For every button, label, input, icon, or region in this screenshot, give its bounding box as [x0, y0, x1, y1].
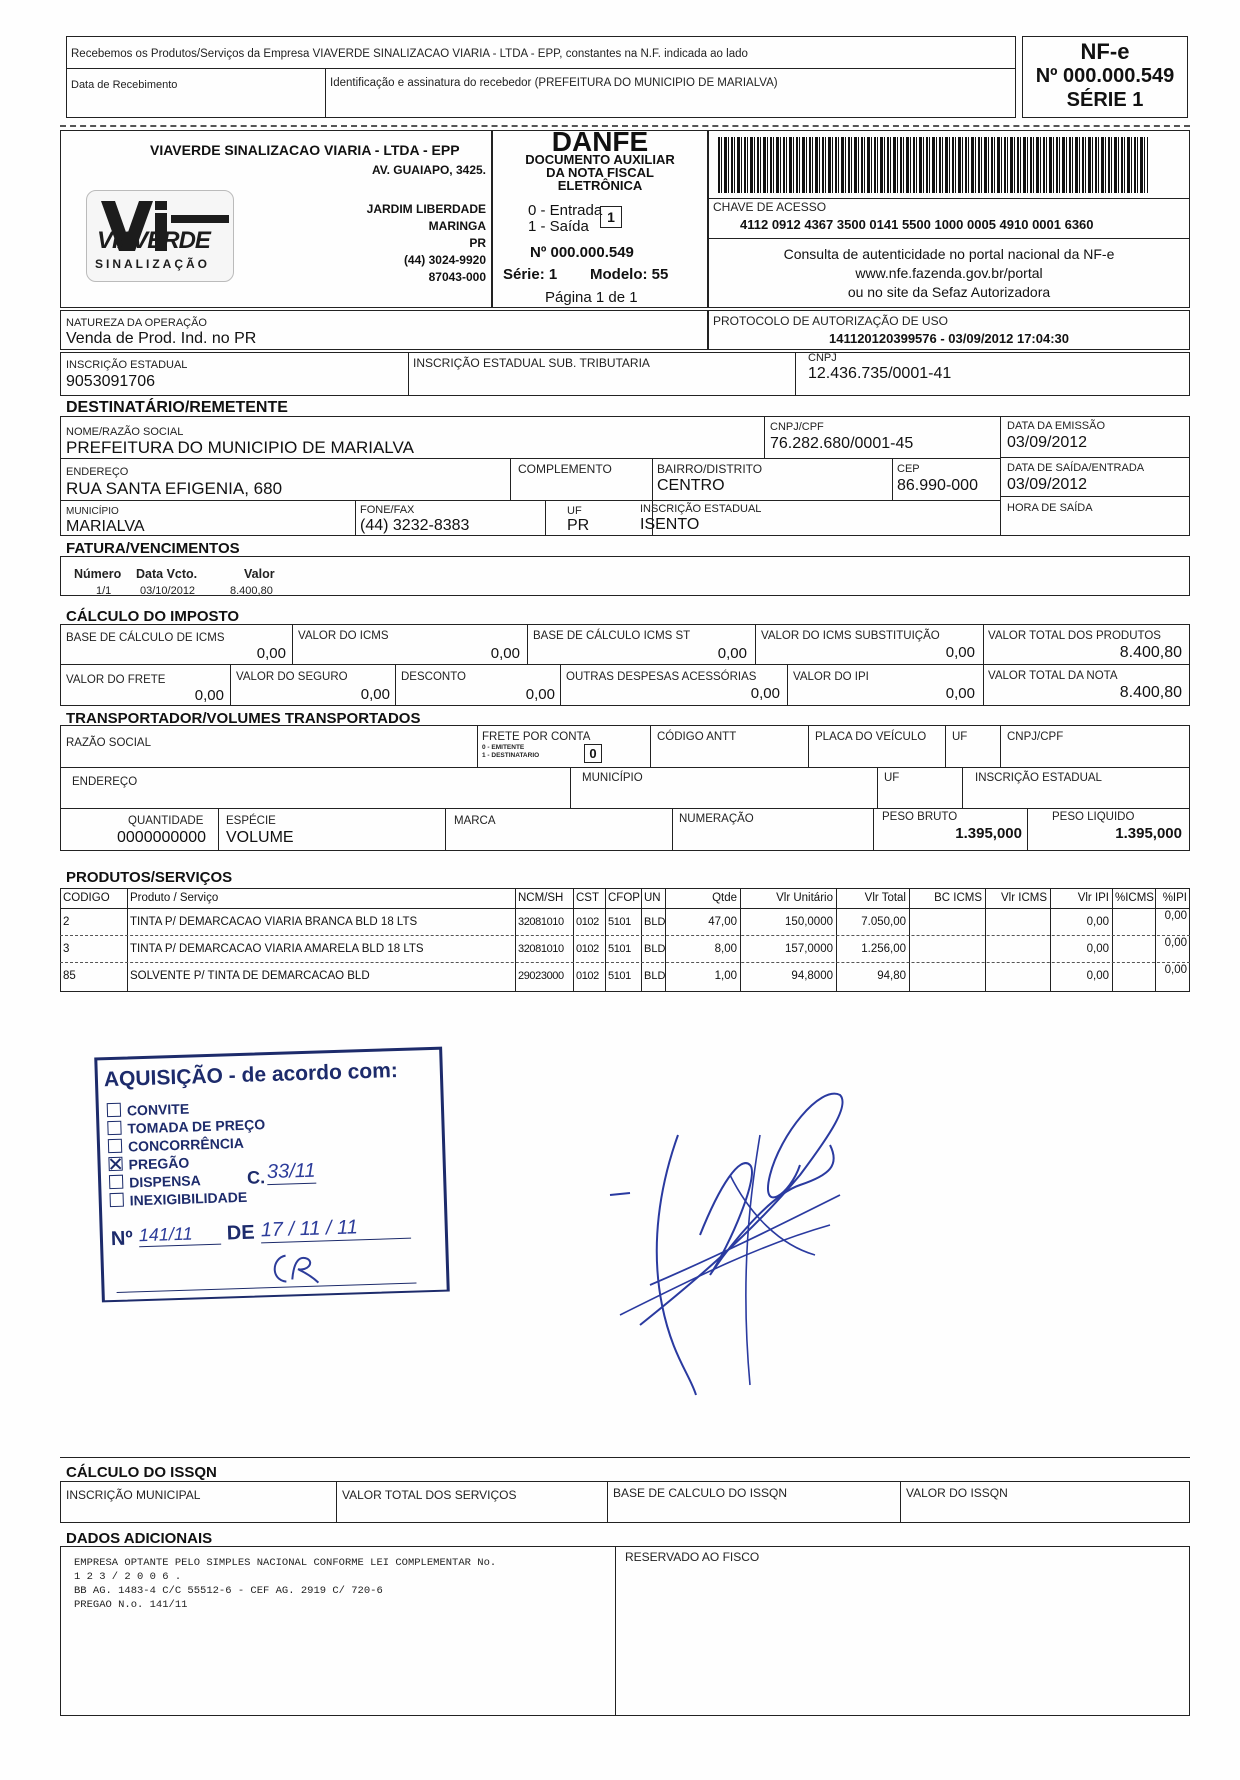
invoice-section: FATURA/VENCIMENTOS [66, 540, 240, 557]
stamp-option-label: TOMADA DE PREÇO [127, 1116, 266, 1137]
recipient-section: DESTINATÁRIO/REMETENTE [66, 399, 288, 416]
products-header-cell: CST [576, 892, 599, 904]
recipient-ie-label: INSCRIÇÃO ESTADUAL [640, 503, 762, 515]
cnpj-value: 12.436.735/0001-41 [808, 365, 952, 382]
products-cell-desc: TINTA P/ DEMARCACAO VIARIA AMARELA BLD 18 LTS [130, 943, 424, 955]
products-cell-total: 1.256,00 [861, 943, 906, 955]
issqn-base-label: BASE DE CALCULO DO ISSQN [613, 1486, 788, 1500]
ie-label: INSCRIÇÃO ESTADUAL [66, 359, 188, 371]
invoice-h-number: Número [74, 567, 122, 581]
stamp-c-label: C. [246, 1167, 266, 1188]
products-col-divider [127, 888, 128, 992]
recipient-uf: PR [567, 517, 590, 534]
access-divider-1 [708, 198, 1190, 199]
stamp-option-label: CONVITE [126, 1100, 190, 1119]
stamp-option-label: DISPENSA [128, 1172, 201, 1191]
products-cell-cfop: 5101 [608, 970, 631, 982]
stamp-c-value: 33/11 [266, 1159, 316, 1184]
products-col-divider [1155, 888, 1156, 992]
additional-line-3: BB AG. 1483-4 C/C 55512-6 - CEF AG. 2919 C/ 720-6 [74, 1585, 383, 1597]
products-header-cell: Vlr IPI [1077, 892, 1109, 904]
tax-st: 0,00 [945, 644, 975, 661]
tax-total-label: VALOR TOTAL DA NOTA [988, 670, 1118, 682]
emitter-phone: (44) 3024-9920 [403, 253, 486, 267]
recipient-hline-3 [1000, 457, 1190, 458]
issqn-v2 [607, 1481, 608, 1523]
transport-cnpj-label: CNPJ/CPF [1007, 731, 1064, 743]
stamp-option-label: PREGÃO [128, 1154, 190, 1173]
transport-species-label: ESPÉCIE [226, 815, 276, 827]
tax-st-base-label: BASE DE CÁLCULO ICMS ST [533, 630, 691, 642]
transport-freight-value: 0 [584, 744, 602, 763]
transport-v11 [672, 808, 673, 851]
products-header-cell: BC ICMS [934, 892, 982, 904]
checkbox-icon [109, 1175, 123, 1189]
checkbox-icon [108, 1139, 122, 1153]
barcode [718, 137, 1148, 193]
danfe-exit: 1 - Saída [528, 218, 589, 235]
transport-v12 [873, 808, 874, 851]
checkbox-icon [107, 1103, 121, 1117]
tax-st-base: 0,00 [717, 645, 747, 662]
danfe-number: Nº 000.000.549 [530, 244, 634, 261]
stamp-option-label: CONCORRÊNCIA [127, 1134, 245, 1155]
transport-qty-label: QUANTIDADE [128, 815, 204, 827]
tax-total: 8.400,80 [1119, 684, 1182, 701]
transport-v6 [570, 767, 571, 808]
transport-brand-label: MARCA [454, 815, 496, 827]
products-header-cell: CFOP [608, 892, 640, 904]
nfe-title: NF-e [1080, 39, 1130, 64]
products-cell-code: 2 [63, 916, 70, 928]
emitter-address: AV. GUAIAPO, 3425. [371, 163, 486, 177]
recipient-district: CENTRO [657, 477, 725, 494]
products-header-cell: %IPI [1162, 892, 1187, 904]
access-consult-3: ou no site da Sefaz Autorizadora [847, 284, 1051, 300]
transport-v9 [218, 808, 219, 851]
recipient-hline-4 [1000, 496, 1190, 497]
products-cell-total: 94,80 [877, 970, 906, 982]
tax-v4 [983, 624, 984, 706]
danfe-subtitle-2: DA NOTA FISCAL [546, 165, 654, 180]
transport-v8 [962, 767, 963, 808]
recipient-vline-right [1000, 416, 1001, 536]
fisco-label: RESERVADO AO FISCO [625, 1550, 760, 1564]
tax-v2 [527, 624, 528, 664]
products-header-rule [60, 908, 1190, 909]
protocol-value: 141120120399576 - 03/09/2012 17:04:30 [829, 331, 1069, 346]
recipient-district-label: BAIRRO/DISTRITO [657, 462, 763, 476]
products-header-cell: UN [644, 892, 661, 904]
products-col-divider [836, 888, 837, 992]
checkbox-icon [107, 1121, 121, 1135]
transport-section: TRANSPORTADOR/VOLUMES TRANSPORTADOS [66, 710, 421, 727]
danfe-entry: 0 - Entrada [528, 202, 603, 219]
products-cell-code: 3 [63, 943, 70, 955]
tax-v6 [395, 664, 396, 706]
access-key: 4112 0912 4367 3500 0141 5500 1000 0005 4910 0001 6360 [740, 217, 1094, 232]
access-key-label: CHAVE DE ACESSO [713, 200, 827, 214]
issqn-section: CÁLCULO DO ISSQN [66, 1464, 217, 1481]
products-cell-unit: 150,0000 [785, 916, 833, 928]
products-header-cell: NCM/SH [518, 892, 564, 904]
tax-discount-label: DESCONTO [401, 671, 466, 683]
issqn-im-label: INSCRIÇÃO MUNICIPAL [66, 1488, 201, 1502]
tax-v3 [755, 624, 756, 664]
recipient-cep-label: CEP [897, 463, 920, 475]
products-cell-un: BLD [644, 943, 666, 955]
cnpj-label: CNPJ [808, 352, 837, 364]
products-cell-ipi: 0,00 [1086, 943, 1109, 955]
issqn-top-rule [60, 1457, 1190, 1458]
products-cell-ncm: 32081010 [518, 916, 564, 928]
receipt-ident-label: Identificação e assinatura do recebedor (PREFEITURA DO MUNICIPIO DE MARIALVA) [330, 77, 778, 89]
emitter-name: VIAVERDE SINALIZACAO VIARIA - LTDA - EPP [150, 142, 460, 158]
additional-line-2: 1 2 3 / 2 0 0 6 . [74, 1571, 182, 1583]
stamp-de-label: DE [226, 1221, 255, 1245]
products-col-divider [909, 888, 910, 992]
recipient-ie: ISENTO [640, 516, 700, 533]
protocol-label: PROTOCOLO DE AUTORIZAÇÃO DE USO [713, 314, 948, 328]
access-consult-2: www.nfe.fazenda.gov.br/portal [855, 265, 1043, 281]
recipient-name: PREFEITURA DO MUNICIPIO DE MARIALVA [66, 438, 414, 457]
issqn-services-label: VALOR TOTAL DOS SERVIÇOS [342, 1488, 517, 1502]
transport-freight-opt-1: 1 - DESTINATARIO [482, 752, 540, 759]
danfe-modelo: Modelo: 55 [590, 266, 669, 283]
tax-v8 [787, 664, 788, 706]
emitter-state: PR [469, 236, 486, 250]
stamp-de-value: 17 / 11 / 11 [260, 1215, 411, 1244]
danfe-subtitle-3: ELETRÔNICA [557, 178, 643, 193]
issqn-v1 [336, 1481, 337, 1523]
products-col-divider [1112, 888, 1113, 992]
products-row-rule [60, 935, 1190, 936]
tax-icms: 0,00 [490, 645, 520, 662]
invoice-number: 1/1 [96, 585, 112, 597]
products-header-cell: Vlr Total [864, 892, 906, 904]
products-header-cell: Produto / Serviço [130, 892, 219, 904]
receipt-divider [66, 68, 1016, 69]
transport-freight-label: FRETE POR CONTA [482, 731, 591, 743]
products-cell-cst: 0102 [576, 970, 599, 982]
products-col-divider [740, 888, 741, 992]
additional-divider [615, 1546, 616, 1716]
recipient-cnpj: 76.282.680/0001-45 [770, 435, 914, 452]
recipient-hline-1 [60, 458, 1000, 459]
stamp-title: AQUISIÇÃO - de acordo com: [103, 1059, 399, 1092]
products-cell-desc: SOLVENTE P/ TINTA DE DEMARCACAO BLD [130, 970, 370, 982]
products-cell-pipi: 0,00 [1164, 937, 1187, 949]
invoice-h-value: Valor [244, 567, 275, 581]
transport-name-label: RAZÃO SOCIAL [66, 737, 151, 749]
products-cell-total: 7.050,00 [861, 916, 906, 928]
tax-other-label: OUTRAS DESPESAS ACESSÓRIAS [566, 671, 757, 683]
recipient-name-label: NOME/RAZÃO SOCIAL [66, 426, 184, 438]
tax-icms-label: VALOR DO ICMS [298, 630, 389, 642]
transport-gross-label: PESO BRUTO [882, 811, 958, 823]
products-col-divider [1050, 888, 1051, 992]
tax-discount: 0,00 [525, 686, 555, 703]
tax-v7 [560, 664, 561, 706]
checked-box-icon [108, 1157, 122, 1171]
transport-v7 [877, 767, 878, 808]
invoice-date: 03/10/2012 [140, 585, 196, 597]
products-col-divider [665, 888, 666, 992]
recipient-emission: 03/09/2012 [1007, 434, 1088, 451]
transport-hline-2 [60, 808, 1190, 809]
stamp-n-value: 141/11 [139, 1223, 222, 1248]
transport-hline-1 [60, 767, 1190, 768]
recipient-uf-label: UF [567, 505, 582, 517]
products-header-cell: CODIGO [63, 892, 110, 904]
products-cell-qty: 47,00 [708, 916, 737, 928]
recipient-hour-label: HORA DE SAÍDA [1007, 502, 1093, 514]
products-cell-un: BLD [644, 916, 666, 928]
danfe-subtitle-1: DOCUMENTO AUXILIAR [525, 152, 675, 167]
recipient-hline-2 [60, 500, 1000, 501]
additional-box [60, 1546, 1190, 1716]
tax-st-label: VALOR DO ICMS SUBSTITUIÇÃO [761, 630, 940, 642]
transport-v10 [445, 808, 446, 851]
stamp-n-label: Nº [110, 1227, 134, 1251]
products-cell-ipi: 0,00 [1086, 970, 1109, 982]
products-cell-ncm: 29023000 [518, 970, 564, 982]
transport-city-label: MUNICÍPIO [582, 772, 643, 784]
recipient-address: RUA SANTA EFIGENIA, 680 [66, 479, 283, 498]
nfe-serie: SÉRIE 1 [1066, 89, 1144, 111]
recipient-exit: 03/09/2012 [1007, 476, 1088, 493]
ie-value: 9053091706 [66, 373, 155, 390]
receipt-date-label: Data de Recebimento [71, 79, 178, 91]
recipient-exit-label: DATA DE SAÍDA/ENTRADA [1007, 462, 1145, 474]
transport-plate-label: PLACA DO VEÍCULO [815, 731, 927, 743]
products-cell-desc: TINTA P/ DEMARCACAO VIARIA BRANCA BLD 18 LTS [130, 916, 418, 928]
products-cell-qty: 8,00 [714, 943, 737, 955]
danfe-title: DANFE [551, 126, 649, 157]
transport-species: VOLUME [226, 829, 294, 846]
tax-products: 8.400,80 [1119, 644, 1182, 661]
products-col-divider [985, 888, 986, 992]
recipient-phone: (44) 3232-8383 [360, 517, 470, 534]
tax-insurance-label: VALOR DO SEGURO [236, 671, 348, 683]
checkbox-icon [110, 1193, 124, 1207]
products-cell-pipi: 0,00 [1164, 964, 1187, 976]
products-col-divider [573, 888, 574, 992]
products-cell-ipi: 0,00 [1086, 916, 1109, 928]
signature-icon [600, 1075, 860, 1405]
tax-freight-label: VALOR DO FRETE [66, 674, 166, 686]
products-cell-cst: 0102 [576, 943, 599, 955]
recipient-vline-cnpj [764, 416, 765, 458]
stamp-initials-icon [263, 1248, 324, 1290]
tax-ipi: 0,00 [945, 685, 975, 702]
transport-freight-opt-0: 0 - EMITENTE [482, 744, 525, 751]
ie-divider-2 [795, 352, 796, 396]
transport-v4 [945, 725, 946, 767]
transport-qty: 0000000000 [117, 829, 206, 846]
transport-uf-label: UF [952, 731, 968, 743]
products-header-cell: Vlr Unitário [776, 892, 833, 904]
nfe-number: Nº 000.000.549 [1035, 65, 1175, 87]
products-cell-unit: 157,0000 [785, 943, 833, 955]
emitter-city: MARINGA [428, 219, 486, 233]
recipient-vline-uf [545, 500, 546, 536]
tax-icms-base: 0,00 [256, 645, 286, 662]
transport-v13 [1027, 808, 1028, 851]
invoice-h-date: Data Vcto. [136, 567, 198, 581]
recipient-vline-cep [892, 458, 893, 500]
transport-antt-label: CÓDIGO ANTT [657, 731, 737, 743]
products-cell-pipi: 0,00 [1164, 910, 1187, 922]
recipient-cep: 86.990-000 [897, 477, 978, 494]
access-consult-1: Consulta de autenticidade no portal nacional da NF-e [783, 246, 1115, 262]
additional-line-4: PREGAO N.o. 141/11 [74, 1599, 188, 1611]
issqn-value-label: VALOR DO ISSQN [906, 1486, 1008, 1500]
transport-numbering-label: NUMERAÇÃO [679, 813, 754, 825]
ie-st-label: INSCRIÇÃO ESTADUAL SUB. TRIBUTARIA [413, 356, 650, 370]
transport-net: 1.395,000 [1115, 825, 1182, 842]
recipient-vline-fone [355, 500, 356, 536]
products-cell-unit: 94,8000 [791, 970, 833, 982]
issqn-v3 [900, 1481, 901, 1523]
additional-section: DADOS ADICIONAIS [66, 1530, 213, 1547]
transport-ie-label: INSCRIÇÃO ESTADUAL [975, 772, 1102, 784]
tax-products-label: VALOR TOTAL DOS PRODUTOS [988, 630, 1161, 642]
nature-label: NATUREZA DA OPERAÇÃO [66, 317, 207, 329]
tax-ipi-label: VALOR DO IPI [793, 671, 869, 683]
recipient-vline-comp [510, 458, 511, 500]
products-cell-un: BLD [644, 970, 666, 982]
products-header-cell: %ICMS [1115, 892, 1154, 904]
tax-freight: 0,00 [194, 687, 224, 704]
tax-insurance: 0,00 [360, 686, 390, 703]
access-divider-2 [708, 238, 1190, 239]
products-header-cell: Qtde [712, 892, 737, 904]
products-cell-cfop: 5101 [608, 943, 631, 955]
transport-uf2-label: UF [884, 772, 900, 784]
products-cell-qty: 1,00 [714, 970, 737, 982]
products-cell-cst: 0102 [576, 916, 599, 928]
products-row-rule [60, 962, 1190, 963]
products-cell-cfop: 5101 [608, 916, 631, 928]
emitter-zip: 87043-000 [428, 270, 486, 284]
recipient-address-label: ENDEREÇO [66, 466, 129, 478]
emitter-district: JARDIM LIBERDADE [366, 202, 486, 216]
recipient-phone-label: FONE/FAX [360, 504, 415, 516]
ie-divider-1 [408, 352, 409, 396]
tax-other: 0,00 [750, 685, 780, 702]
products-cell-ncm: 32081010 [518, 943, 564, 955]
recipient-city-label: MUNICÍPIO [66, 506, 119, 517]
transport-gross: 1.395,000 [955, 825, 1022, 842]
stamp-option-label: INEXIGIBILIDADE [129, 1188, 248, 1209]
danfe-serie: Série: 1 [503, 266, 558, 283]
tax-icms-base-label: BASE DE CÁLCULO DE ICMS [66, 632, 225, 644]
tax-v1 [292, 624, 293, 664]
receipt-vdivider [325, 68, 326, 118]
transport-net-label: PESO LIQUIDO [1052, 811, 1135, 823]
acquisition-stamp [94, 1047, 450, 1303]
transport-address-label: ENDEREÇO [72, 776, 138, 788]
logo-sub: SINALIZAÇÃO [95, 257, 210, 271]
recipient-cnpj-label: CNPJ/CPF [770, 421, 824, 433]
products-col-divider [641, 888, 642, 992]
stamp-option-6 [109, 1187, 267, 1210]
products-col-divider [515, 888, 516, 992]
tax-v5 [230, 664, 231, 706]
logo-main: VIAVERDE [97, 227, 210, 254]
transport-v5 [1000, 725, 1001, 767]
products-col-divider [605, 888, 606, 992]
transport-v2 [650, 725, 651, 767]
recipient-emission-label: DATA DA EMISSÃO [1007, 420, 1106, 432]
recipient-complement-label: COMPLEMENTO [518, 462, 612, 476]
invoice-value: 8.400,80 [230, 585, 273, 597]
tax-section: CÁLCULO DO IMPOSTO [66, 608, 240, 625]
recipient-city: MARIALVA [66, 518, 145, 535]
danfe-type-value: 1 [600, 206, 622, 228]
additional-line-1: EMPRESA OPTANTE PELO SIMPLES NACIONAL CONFORME LEI COMPLEMENTAR No. [74, 1557, 497, 1569]
products-cell-code: 85 [63, 970, 76, 982]
danfe-page: Página 1 de 1 [545, 289, 638, 306]
products-section: PRODUTOS/SERVIÇOS [66, 869, 233, 886]
receipt-text: Recebemos os Produtos/Serviços da Empresa VIAVERDE SINALIZACAO VIARIA - LTDA - EPP, constantes na N.F. indicada ao lado [71, 48, 748, 60]
viaverde-logo [86, 190, 234, 282]
products-header-cell: Vlr ICMS [1001, 892, 1047, 904]
transport-v1 [477, 725, 478, 767]
transport-v3 [808, 725, 809, 767]
nature-value: Venda de Prod. Ind. no PR [66, 330, 257, 347]
